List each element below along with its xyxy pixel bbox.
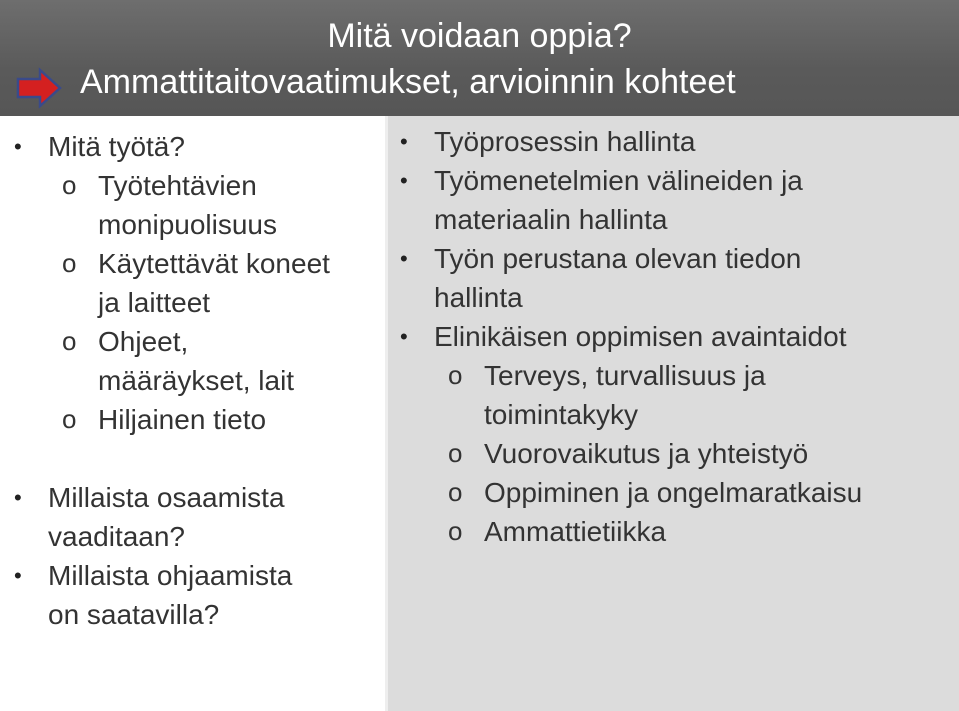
right-sub-problem-solving: Oppiminen ja ongelmaratkaisu	[484, 477, 863, 508]
bullet: •	[14, 485, 22, 510]
left-column	[0, 116, 385, 711]
right-item-work-methods: Työmenetelmien välineiden ja	[434, 165, 803, 196]
slide-title: Mitä voidaan oppia?	[327, 17, 632, 55]
right-item-work-process: Työprosessin hallinta	[434, 126, 696, 157]
right-column	[388, 116, 959, 711]
sub-bullet: o	[62, 404, 77, 434]
right-item-knowledge-cont: hallinta	[434, 282, 523, 313]
sub-bullet: o	[62, 326, 77, 356]
right-arrow-icon	[16, 67, 62, 109]
slide-subtitle: Ammattitaitovaatimukset, arvioinnin kohteet	[80, 63, 736, 101]
sub-bullet: o	[448, 360, 463, 390]
left-sub-instructions-cont: määräykset, lait	[98, 365, 295, 396]
left-sub-machines: Käytettävät koneet	[98, 248, 330, 279]
left-item-competence-cont: vaaditaan?	[48, 521, 186, 552]
right-sub-interaction: Vuorovaikutus ja yhteistyö	[484, 438, 809, 469]
left-sub-task-variety-cont: monipuolisuus	[98, 209, 277, 240]
left-sub-instructions: Ohjeet,	[98, 326, 189, 357]
slide-header	[0, 0, 959, 116]
left-item-guidance-cont: on saatavilla?	[48, 599, 220, 630]
sub-bullet: o	[448, 477, 463, 507]
sub-bullet: o	[62, 170, 77, 200]
right-sub-health-safety: Terveys, turvallisuus ja	[484, 360, 766, 391]
right-item-knowledge: Työn perustana olevan tiedon	[434, 243, 802, 274]
left-sub-tacit-knowledge: Hiljainen tieto	[98, 404, 267, 435]
right-item-work-methods-cont: materiaalin hallinta	[434, 204, 668, 235]
sub-bullet: o	[448, 438, 463, 468]
left-sub-machines-cont: ja laitteet	[98, 287, 211, 318]
left-sub-task-variety: Työtehtävien	[98, 170, 257, 201]
bullet: •	[400, 246, 408, 271]
bullet: •	[400, 129, 408, 154]
right-item-lifelong-learning: Elinikäisen oppimisen avaintaidot	[434, 321, 847, 352]
right-sub-health-safety-cont: toimintakyky	[484, 399, 639, 430]
left-item-competence: Millaista osaamista	[48, 482, 285, 513]
sub-bullet: o	[62, 248, 77, 278]
bullet: •	[400, 168, 408, 193]
left-item-what-work: Mitä työtä?	[48, 131, 185, 162]
bullet: •	[14, 134, 22, 159]
bullet: •	[400, 324, 408, 349]
left-item-guidance: Millaista ohjaamista	[48, 560, 293, 591]
right-sub-ethics: Ammattietiikka	[484, 516, 667, 547]
bullet: •	[14, 563, 22, 588]
sub-bullet: o	[448, 516, 463, 546]
